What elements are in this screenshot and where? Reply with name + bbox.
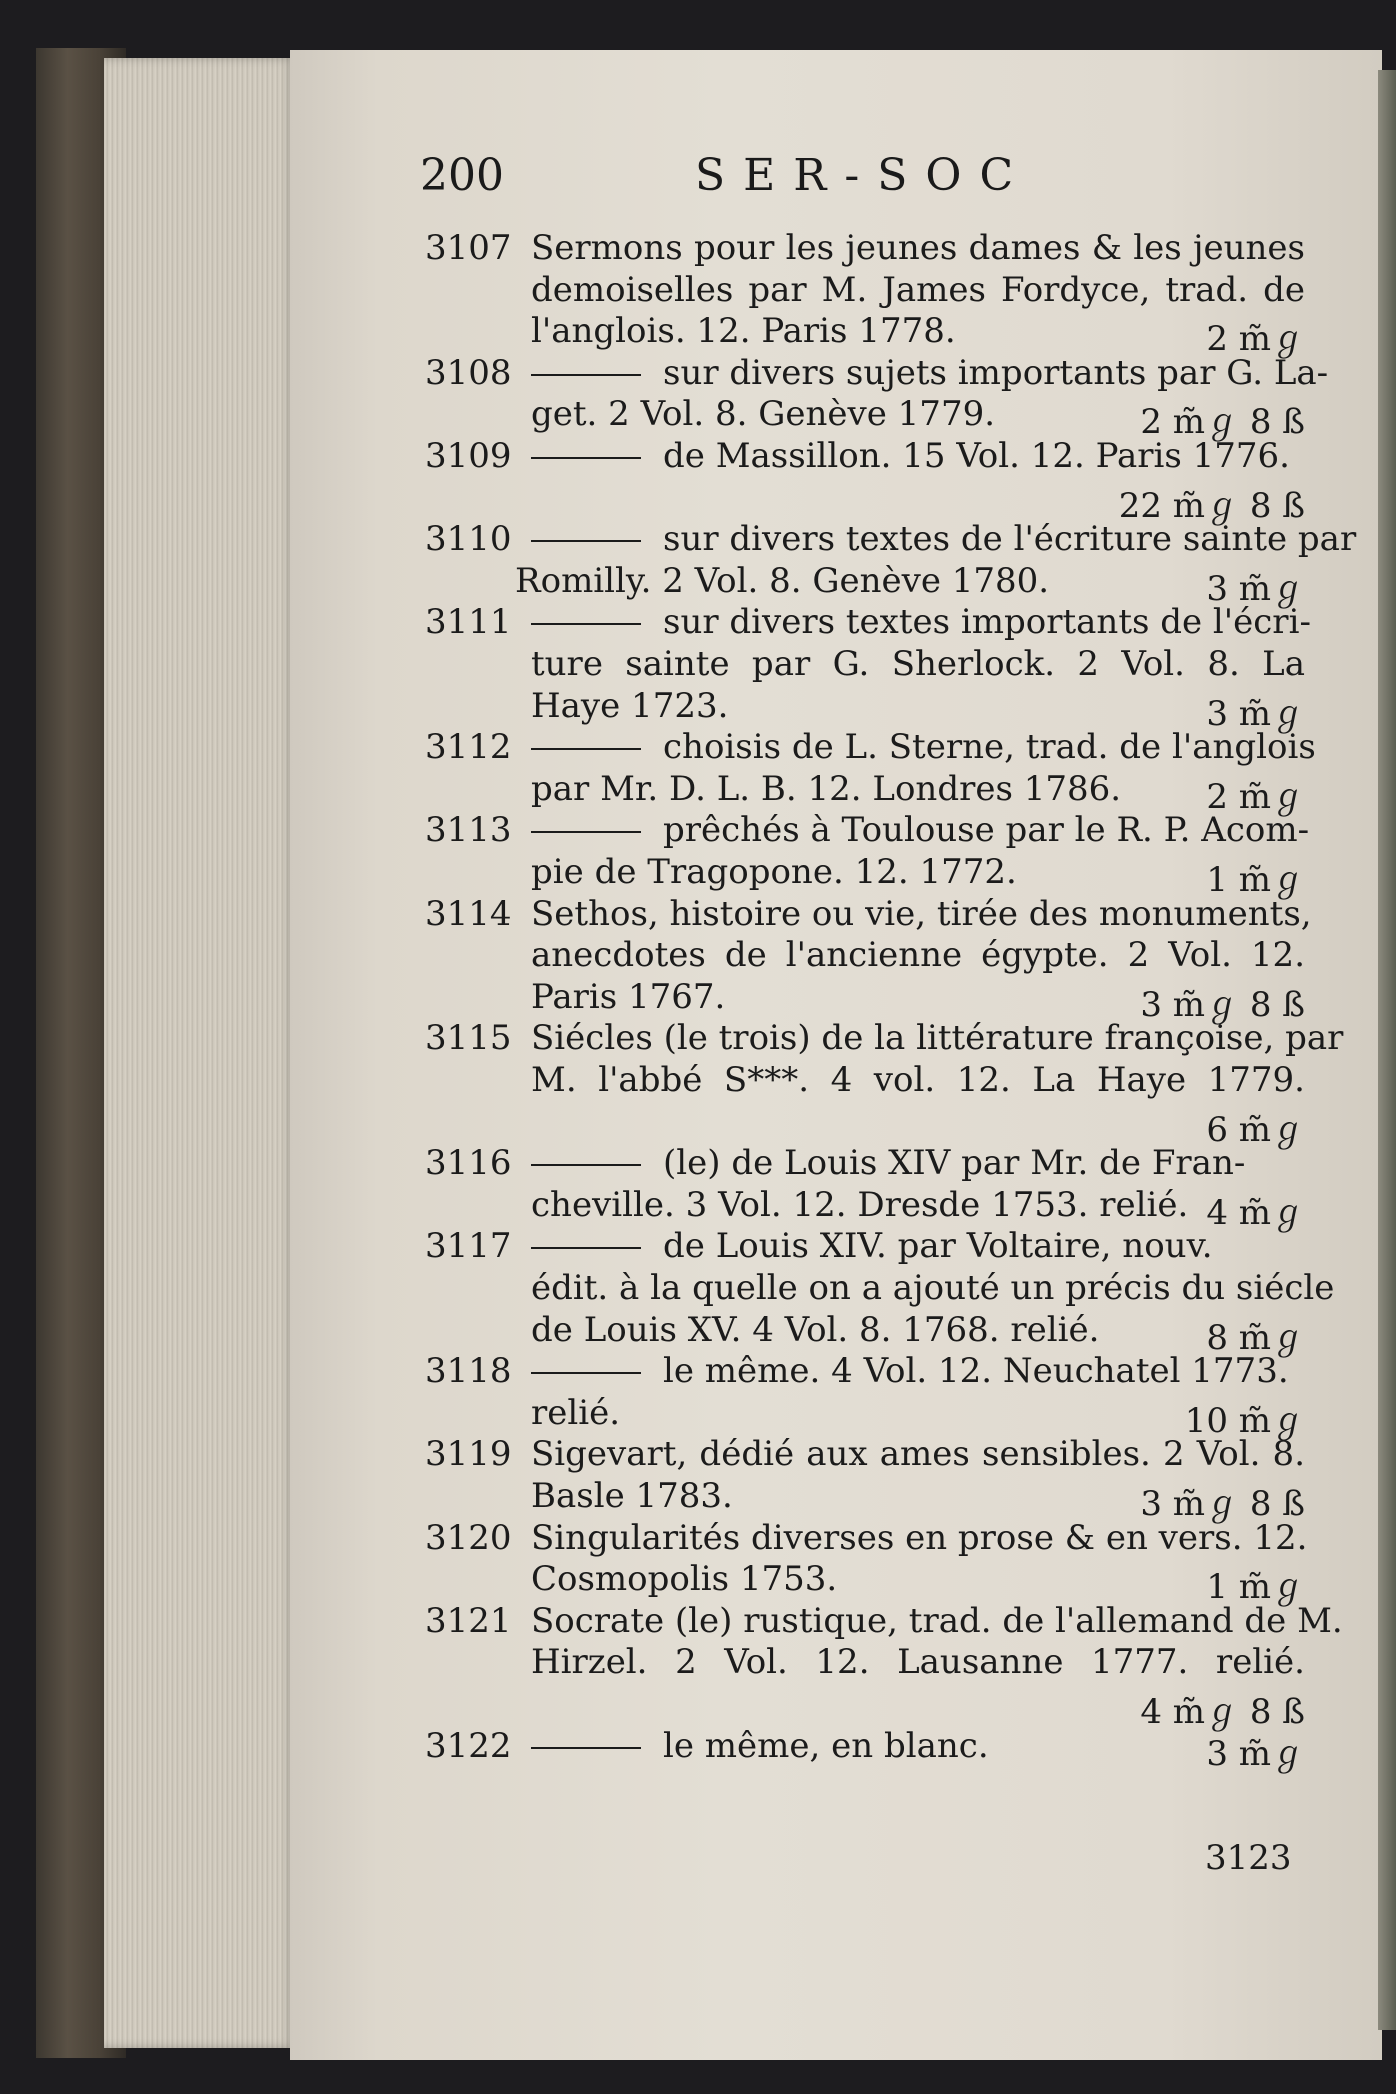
entry-price: 8 m̃ℊ xyxy=(1206,1317,1305,1358)
ditto-dash xyxy=(531,748,641,750)
entry-line xyxy=(425,768,1305,817)
entry-text-content: ture sainte par G. Sherlock. 2 Vol. 8. La xyxy=(531,643,1305,684)
entry-line xyxy=(425,1267,1335,1310)
entry-price: 4 m̃ℊ 8 ß xyxy=(1140,1691,1305,1732)
entry-text-content: de Louis XIV. par Voltaire, nouv. xyxy=(663,1226,1213,1267)
entry-text-content: Sermons pour les jeunes dames & les jeunes xyxy=(531,228,1305,268)
entry-text-content: de Massillon. 15 Vol. 12. Paris 1776. xyxy=(663,436,1290,476)
catalog-entry xyxy=(425,1018,1344,1150)
entry-line xyxy=(425,1725,1305,1774)
entry-price: 2 m̃ℊ xyxy=(1206,776,1305,817)
entry-text-content: cheville. 3 Vol. 12. Dresde 1753. relié. xyxy=(531,1184,1189,1225)
entry-text xyxy=(531,1726,1305,1766)
catalog-entry xyxy=(425,352,1329,443)
entry-text-content: prêchés à Toulouse par le R. P. Acom- xyxy=(663,810,1310,851)
ditto-dash xyxy=(531,540,641,542)
entry-text xyxy=(531,519,1357,560)
entry-line xyxy=(425,560,1305,609)
entry-text-content: le même, en blanc. xyxy=(663,1725,989,1766)
entry-text xyxy=(531,1185,1305,1225)
entry-text-content: choisis de L. Sterne, trad. de l'anglois xyxy=(663,727,1316,768)
entry-line xyxy=(425,1184,1305,1233)
entry-text xyxy=(531,852,1305,892)
entry-text xyxy=(531,1600,1343,1641)
entry-line xyxy=(425,394,1305,443)
entry-price: 1 m̃ℊ xyxy=(1206,859,1305,900)
entry-text-content: Haye 1723. xyxy=(531,685,729,726)
entry-text-content: de Louis XV. 4 Vol. 8. 1768. relié. xyxy=(531,1309,1100,1350)
ditto-dash xyxy=(531,1164,641,1166)
entry-number: 3110 xyxy=(425,519,512,560)
entry-line xyxy=(425,1351,1305,1393)
entry-text-content: Cosmopolis 1753. xyxy=(531,1559,838,1600)
entry-line xyxy=(425,1309,1305,1358)
entry-text-content: édit. à la quelle on a ajouté un précis du siécle xyxy=(531,1267,1335,1308)
entry-text xyxy=(531,228,1305,268)
page-stack-edges xyxy=(104,58,296,2048)
entry-text-content: Romilly. 2 Vol. 8. Genève 1780. xyxy=(515,560,1050,601)
ditto-dash xyxy=(531,1372,641,1374)
entry-price: 3 m̃ℊ xyxy=(1206,568,1305,609)
entry-number: 3114 xyxy=(425,893,512,934)
entry-text-content: demoiselles par M. James Fordyce, trad. de xyxy=(531,269,1305,310)
entry-number: 3120 xyxy=(425,1517,512,1558)
entry-text xyxy=(531,893,1312,934)
entry-text-content: Hirzel. 2 Vol. 12. Lausanne 1777. relié. xyxy=(531,1642,1305,1683)
entry-line xyxy=(425,436,1305,478)
entry-price: 2 m̃ℊ xyxy=(1206,319,1305,360)
entry-line xyxy=(425,976,1305,1025)
entry-price: 2 m̃ℊ 8 ß xyxy=(1140,402,1305,443)
entry-line xyxy=(425,1018,1344,1060)
catalog-entry xyxy=(425,1143,1305,1233)
entry-text-content: Singularités diverses en prose & en vers. 12. xyxy=(531,1517,1308,1558)
entry-line xyxy=(425,727,1316,769)
entry-price: 1 m̃ℊ xyxy=(1206,1567,1305,1608)
page-number: 200 xyxy=(420,150,504,201)
entry-text xyxy=(531,1267,1335,1308)
entry-text-content: par Mr. D. L. B. 12. Londres 1786. xyxy=(531,768,1122,809)
entry-line xyxy=(425,1392,1305,1441)
ditto-dash xyxy=(531,1247,641,1249)
entry-text-content: Socrate (le) rustique, trad. de l'allemand de M. xyxy=(531,1600,1343,1641)
entry-text xyxy=(531,1226,1305,1266)
catalog-entry xyxy=(425,228,1305,360)
entry-text xyxy=(531,1517,1308,1558)
entry-line xyxy=(425,1434,1305,1476)
entry-text-content: Basle 1783. xyxy=(531,1475,733,1516)
catalog-entry xyxy=(425,436,1305,526)
entry-line xyxy=(425,270,1305,312)
entry-text-content: sur divers textes importants de l'écri- xyxy=(663,602,1311,643)
entry-text-content: sur divers textes de l'écriture sainte par xyxy=(663,519,1357,560)
ditto-dash xyxy=(531,623,641,625)
catalog-entry xyxy=(425,1725,1305,1774)
entry-text xyxy=(531,1434,1305,1474)
catchword: 3123 xyxy=(1205,1838,1292,1878)
ditto-dash xyxy=(531,457,641,459)
entry-line xyxy=(425,1517,1308,1560)
entry-text xyxy=(531,727,1316,768)
entry-text-content: Siécles (le trois) de la littérature françoise, par xyxy=(531,1018,1344,1059)
page-header xyxy=(420,150,1340,210)
ditto-dash xyxy=(531,1747,641,1749)
entry-text xyxy=(531,602,1311,643)
entry-number: 3107 xyxy=(425,228,512,268)
entry-line xyxy=(425,851,1305,900)
entry-text-content: sur divers sujets importants par G. La- xyxy=(663,352,1329,393)
entry-number: 3116 xyxy=(425,1143,512,1184)
entry-number: 3118 xyxy=(425,1351,512,1392)
entry-number: 3112 xyxy=(425,727,512,768)
entry-line xyxy=(425,228,1305,270)
catalog-entry xyxy=(425,1600,1343,1732)
entry-line xyxy=(425,1642,1305,1684)
entry-price: 6 m̃ℊ xyxy=(1206,1109,1305,1150)
entry-text xyxy=(531,436,1305,476)
entry-line xyxy=(425,935,1305,977)
entry-text-content: anecdotes de l'ancienne égypte. 2 Vol. 12. xyxy=(531,935,1305,976)
catalog-entry xyxy=(425,1351,1305,1441)
entry-line xyxy=(425,1684,1305,1732)
entry-number: 3113 xyxy=(425,810,512,851)
entry-text-content: Sethos, histoire ou vie, tirée des monuments, xyxy=(531,893,1312,934)
entry-number: 3109 xyxy=(425,436,512,476)
entry-price: 10 m̃ℊ xyxy=(1184,1400,1305,1441)
entry-text xyxy=(531,1143,1305,1183)
entry-number: 3122 xyxy=(425,1725,512,1766)
entry-line xyxy=(425,352,1329,395)
entry-line xyxy=(425,685,1305,734)
entry-number: 3119 xyxy=(425,1434,512,1475)
entry-line xyxy=(425,810,1310,852)
entry-text xyxy=(515,561,1305,601)
catalog-entry xyxy=(425,519,1357,609)
entry-text-content: (le) de Louis XIV par Mr. de Fran- xyxy=(663,1143,1246,1184)
facing-page-edge xyxy=(1378,70,1396,2030)
entry-text-content: l'anglois. 12. Paris 1778. xyxy=(531,311,956,352)
entry-number: 3108 xyxy=(425,352,512,393)
entry-text xyxy=(531,270,1305,310)
entry-text xyxy=(531,810,1310,851)
entry-number: 3121 xyxy=(425,1600,512,1641)
entry-text xyxy=(531,644,1305,684)
entry-price: 3 m̃ℊ 8 ß xyxy=(1140,1483,1305,1524)
entry-price: 3 m̃ℊ xyxy=(1206,1733,1305,1774)
entry-line xyxy=(425,893,1312,936)
entry-text xyxy=(531,311,1305,351)
entry-text-content: Paris 1767. xyxy=(531,976,726,1017)
entry-line xyxy=(425,1060,1305,1102)
entry-text xyxy=(531,769,1305,809)
entry-text xyxy=(531,1310,1305,1350)
catalog-entry xyxy=(425,727,1316,817)
entry-number: 3117 xyxy=(425,1226,512,1267)
running-head: SER-SOC xyxy=(695,150,1032,201)
entry-number: 3115 xyxy=(425,1018,512,1059)
entry-line xyxy=(425,602,1311,644)
entry-text-content: pie de Tragopone. 12. 1772. xyxy=(531,851,1017,892)
entry-text xyxy=(531,1351,1305,1391)
catalog-entry xyxy=(425,1226,1335,1358)
entry-price: 3 m̃ℊ 8 ß xyxy=(1140,984,1305,1025)
entry-number: 3111 xyxy=(425,602,512,643)
entry-text-content: M. l'abbé S***. 4 vol. 12. La Haye 1779. xyxy=(531,1059,1305,1100)
entry-line xyxy=(425,478,1305,526)
entry-price: 3 m̃ℊ xyxy=(1206,693,1305,734)
entry-line xyxy=(425,1475,1305,1524)
entry-text xyxy=(531,686,1305,726)
catalog-entry xyxy=(425,810,1310,900)
entry-line xyxy=(425,1559,1305,1608)
ditto-dash xyxy=(531,831,641,833)
catalog-entry xyxy=(425,893,1312,1025)
entry-text xyxy=(531,1018,1344,1059)
entry-line xyxy=(425,311,1305,360)
catalog-entry xyxy=(425,1517,1308,1608)
catalog-entry xyxy=(425,1434,1305,1524)
entry-text-content: relié. xyxy=(531,1392,621,1433)
entry-text xyxy=(531,1642,1305,1682)
entry-text-content: get. 2 Vol. 8. Genève 1779. xyxy=(531,394,996,435)
entry-line xyxy=(425,1226,1305,1268)
entry-text xyxy=(531,1060,1305,1100)
entry-text-content: le même. 4 Vol. 12. Neuchatel 1773. xyxy=(663,1351,1289,1392)
entry-line xyxy=(425,644,1305,686)
entry-text xyxy=(531,1559,1305,1599)
ditto-dash xyxy=(531,374,641,376)
entry-text xyxy=(531,352,1329,393)
entry-price: 4 m̃ℊ xyxy=(1206,1192,1305,1233)
entry-line xyxy=(425,1143,1305,1185)
entry-line xyxy=(425,1600,1343,1643)
entry-text-content: Sigevart, dédié aux ames sensibles. 2 Vol. 8. xyxy=(531,1434,1305,1475)
entry-price: 22 m̃ℊ 8 ß xyxy=(1118,485,1305,526)
entry-line xyxy=(425,1102,1305,1150)
catalog-entry xyxy=(425,602,1311,734)
entry-line xyxy=(425,519,1357,561)
entry-text xyxy=(531,935,1305,975)
